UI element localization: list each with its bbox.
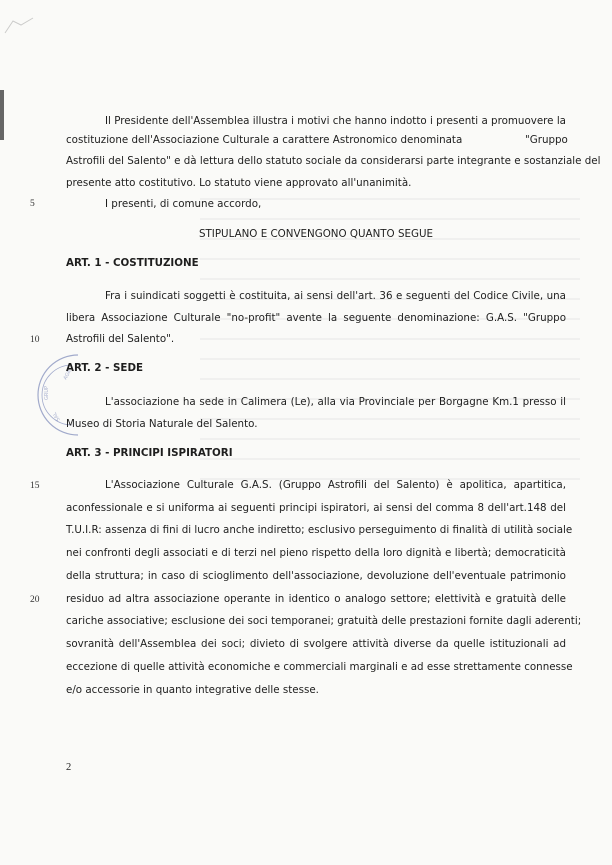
paragraph-1-line-4: presente atto costitutivo. Lo statuto viene approvato all'unanimità. (66, 177, 412, 189)
line-number: 5 (30, 199, 35, 209)
art-3-line-8: sovranità dell'Assemblea dei soci; divieto di svolgere attività diverse da quelle istituzionali ad (66, 638, 566, 650)
art-3-heading: ART. 3 - PRINCIPI ISPIRATORI (66, 447, 233, 459)
paragraph-2: I presenti, di comune accordo, (105, 198, 262, 210)
paragraph-1-line-2-text: costituzione dell'Associazione Culturale a carattere Astronomico denominata (66, 134, 463, 146)
art-3-line-7: cariche associative; esclusione dei soci temporanei; gratuità delle prestazioni fornite dagli aderenti; (66, 615, 582, 627)
art-1-line-1: Fra i suindicati soggetti è costituita, ai sensi dell'art. 36 e seguenti del Codice Civile, una (105, 290, 566, 302)
art-2-line-1: L'associazione ha sede in Calimera (Le), alla via Provinciale per Borgagne Km.1 presso il (105, 396, 566, 408)
svg-text:AGR: AGR (62, 368, 74, 381)
stipulano-title: STIPULANO E CONVENGONO QUANTO SEGUE (198, 228, 434, 240)
scan-corner-mark (3, 15, 43, 35)
paragraph-1-line-2 (66, 134, 566, 147)
art-1-line-3: Astrofili del Salento". (66, 333, 175, 345)
paragraph-1-line-3: Astrofili del Salento" e dà lettura dello statuto sociale da considerarsi parte integrante e sostanziale del (66, 155, 601, 167)
scan-edge-mark (0, 90, 4, 140)
art-2-heading: ART. 2 - SEDE (66, 362, 144, 374)
art-3-line-1: L'Associazione Culturale G.A.S. (Gruppo Astrofili del Salento) è apolitica, apartitica, (105, 479, 566, 491)
svg-text:GRUP: GRUP (44, 385, 50, 400)
svg-text:SAL: SAL (51, 410, 62, 422)
art-1-heading: ART. 1 - COSTITUZIONE (66, 257, 199, 269)
page-number: 2 (66, 762, 72, 773)
line-number: 15 (30, 481, 40, 491)
art-3-line-4: nei confronti degli associati e di terzi nel pieno rispetto della loro dignità e libertà; democraticità (66, 547, 566, 559)
art-3-line-3: T.U.I.R: assenza di fini di lucro anche indiretto; esclusivo perseguimento di finalità di utilità sociale (66, 524, 573, 536)
art-3-line-6: residuo ad altra associazione operante in identico o analogo settore; elettività e gratuità delle (66, 593, 566, 605)
art-1-line-2: libera Associazione Culturale "no-profit" avente la seguente denominazione: G.A.S. "Gruppo (66, 312, 566, 324)
paragraph-1-line-1: Il Presidente dell'Assemblea illustra i motivi che hanno indotto i presenti a promuovere la (105, 115, 566, 127)
paragraph-1-line-2-end: "Gruppo (525, 134, 568, 146)
art-3-line-10: e/o accessorie in quanto integrative delle stesse. (66, 684, 319, 696)
art-3-line-9: eccezione di quelle attività economiche e commerciali marginali e ad esse strettamente connesse (66, 661, 573, 673)
line-number: 20 (30, 595, 40, 605)
art-3-line-2: aconfessionale e si uniforma ai seguenti principi ispiratori, ai sensi del comma 8 dell'art.148 del (66, 502, 566, 514)
art-2-line-2: Museo di Storia Naturale del Salento. (66, 418, 258, 430)
art-3-line-5: della struttura; in caso di scioglimento dell'associazione, devoluzione dell'eventuale patrimonio (66, 570, 566, 582)
line-number: 10 (30, 335, 40, 345)
